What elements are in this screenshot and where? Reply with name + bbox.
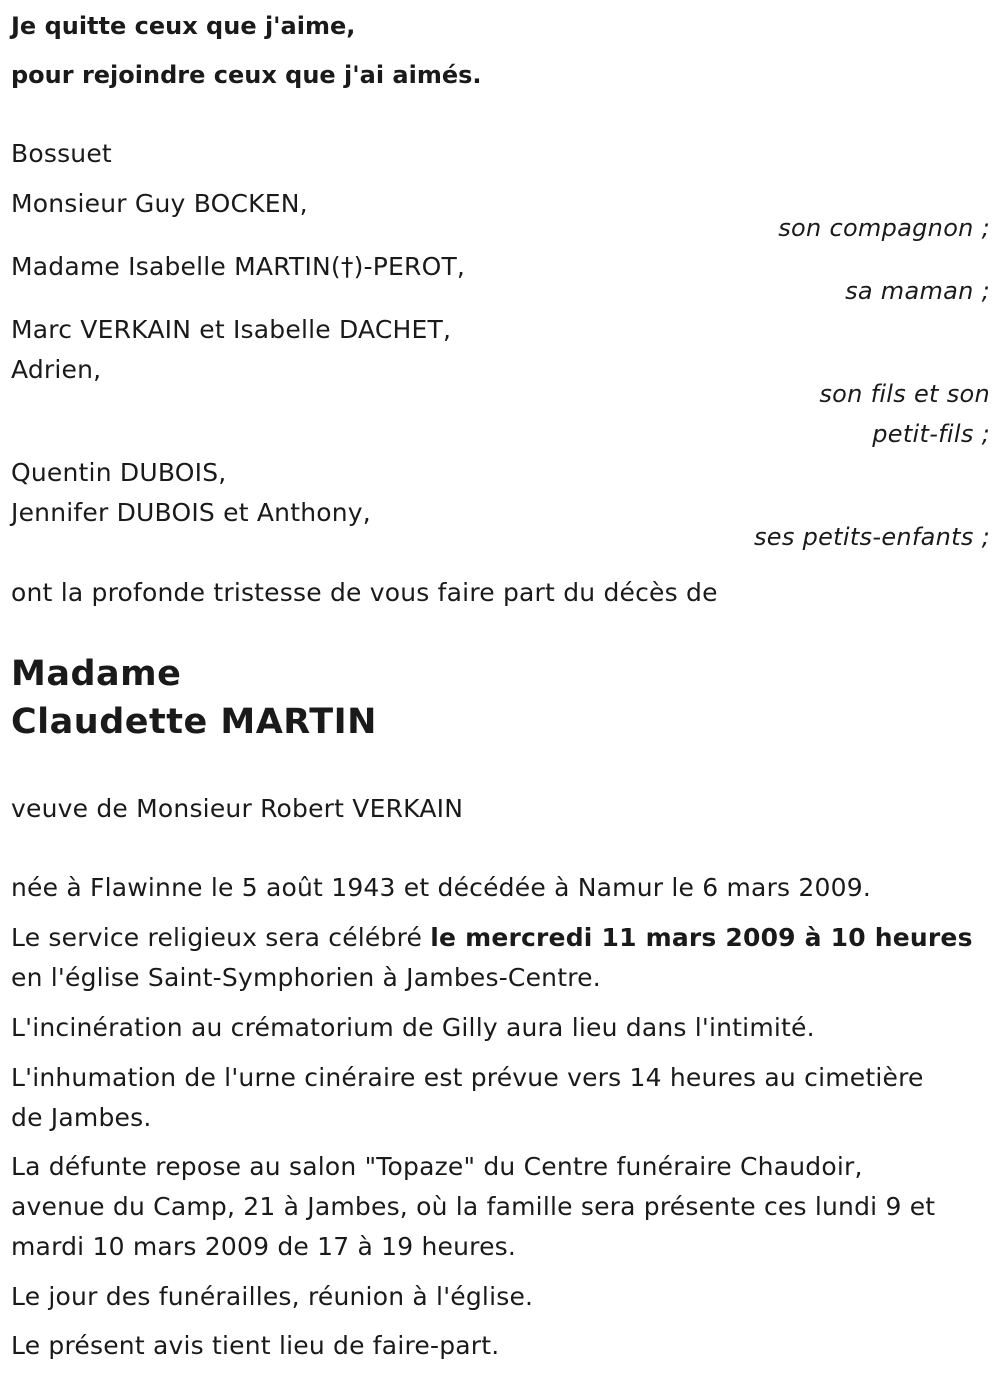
- family-name: Adrien,: [11, 355, 102, 384]
- family-name: Jennifer DUBOIS et Anthony,: [11, 498, 371, 527]
- family-relation: petit-fils ;: [872, 420, 990, 448]
- deceased-title: Madame: [11, 654, 182, 694]
- service-date: le mercredi 11 mars 2009 à 10 heures: [430, 923, 973, 952]
- place: Bossuet: [11, 139, 112, 168]
- service-location: en l'église Saint-Symphorien à Jambes-Centre.: [11, 963, 601, 992]
- notice-text: Le présent avis tient lieu de faire-part.: [11, 1331, 500, 1360]
- family-relation: son compagnon ;: [778, 214, 990, 242]
- motto-line-2: pour rejoindre ceux que j'ai aimés.: [11, 61, 482, 89]
- family-name: Quentin DUBOIS,: [11, 458, 227, 487]
- service-prefix: Le service religieux sera célébré: [11, 923, 431, 952]
- burial-text-1: L'inhumation de l'urne cinéraire est prévue vers 14 heures au cimetière: [11, 1063, 924, 1092]
- family-relation: sa maman ;: [845, 277, 990, 305]
- deceased-name: Claudette MARTIN: [11, 702, 377, 742]
- rest-text-3: mardi 10 mars 2009 de 17 à 19 heures.: [11, 1232, 517, 1261]
- cremation-text: L'incinération au crématorium de Gilly aura lieu dans l'intimité.: [11, 1013, 815, 1042]
- announcement-text: ont la profonde tristesse de vous faire part du décès de: [11, 578, 718, 607]
- family-relation: son fils et son: [819, 380, 990, 408]
- family-relation: ses petits-enfants ;: [753, 523, 990, 551]
- birth-death: née à Flawinne le 5 août 1943 et décédée à Namur le 6 mars 2009.: [11, 873, 871, 902]
- burial-text-2: de Jambes.: [11, 1103, 152, 1132]
- family-name: Monsieur Guy BOCKEN,: [11, 189, 308, 218]
- funeral-day-text: Le jour des funérailles, réunion à l'église.: [11, 1282, 534, 1311]
- motto-line-1: Je quitte ceux que j'aime,: [11, 12, 356, 40]
- family-name: Madame Isabelle MARTIN(†)-PEROT,: [11, 252, 466, 281]
- service-line: [11, 922, 973, 954]
- rest-text-2: avenue du Camp, 21 à Jambes, où la famille sera présente ces lundi 9 et: [11, 1192, 936, 1221]
- rest-text-1: La défunte repose au salon "Topaze" du Centre funéraire Chaudoir,: [11, 1152, 863, 1181]
- family-name: Marc VERKAIN et Isabelle DACHET,: [11, 315, 452, 344]
- widow-of: veuve de Monsieur Robert VERKAIN: [11, 794, 464, 823]
